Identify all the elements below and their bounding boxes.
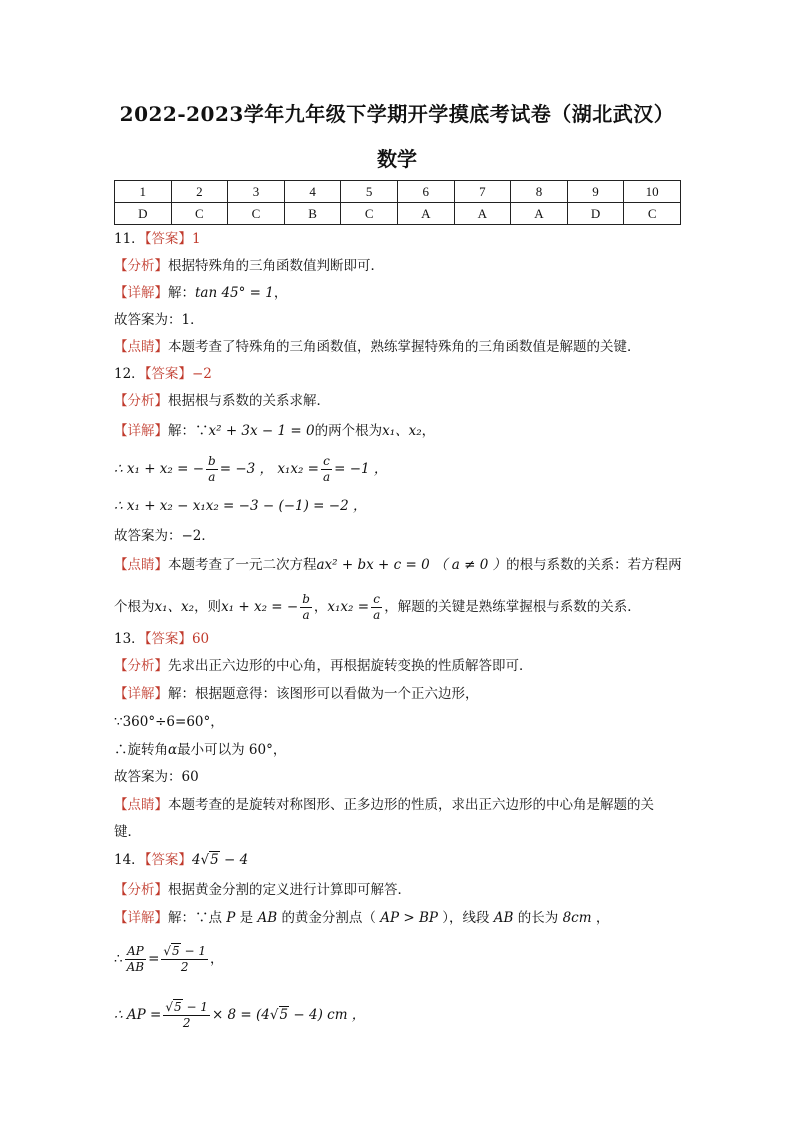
comment-tag: 【点睛】 — [114, 339, 168, 355]
math-expression: − 4) cm ， — [289, 1007, 366, 1023]
fraction-numerator: AP — [125, 944, 146, 960]
q12-comment-line-2 — [114, 592, 641, 623]
solution-text: 的两个根为 — [314, 423, 383, 439]
table-cell: D — [115, 203, 172, 225]
solution-tag: 【详解】 — [114, 910, 168, 926]
table-cell: 3 — [228, 181, 285, 203]
q13-solution-line-3 — [114, 741, 286, 759]
math-expression: x₁x₂ = — [277, 461, 319, 477]
math-expression: = −3 ， — [219, 461, 274, 477]
math-expression: ∴ AP = — [114, 1007, 162, 1023]
math-expression: − 1 — [182, 1000, 208, 1014]
table-cell: C — [341, 203, 398, 225]
fraction-denominator: AB — [126, 960, 145, 974]
q14-solution-line-3 — [114, 1000, 365, 1031]
solution-text: ），线段 — [442, 910, 490, 926]
comment-text: ， — [313, 599, 328, 615]
analysis-text: 先求出正六边形的中心角，再根据旋转变换的性质解答即可． — [168, 658, 533, 674]
fraction — [206, 454, 218, 485]
sqrt-symbol: √ — [165, 1000, 173, 1014]
fraction-numerator: b — [302, 592, 310, 606]
analysis-tag: 【分析】 — [114, 258, 168, 274]
comment-text: 本题考查了特殊角的三角函数值，熟练掌握特殊角的三角函数值是解题的关键． — [168, 339, 641, 355]
fraction-numerator — [163, 1000, 210, 1016]
sqrt-symbol: √ — [163, 944, 172, 958]
solution-text: ， — [421, 423, 436, 439]
table-cell: 7 — [454, 181, 511, 203]
analysis-text: 根据根与系数的关系求解． — [168, 393, 330, 409]
solution-tag: 【详解】 — [114, 423, 168, 439]
solution-text: 的长为 — [517, 910, 559, 926]
q14-solution-line-2 — [114, 944, 224, 975]
comment-text: ，解题的关键是熟练掌握根与系数的关系． — [384, 599, 641, 615]
fraction-denominator: 2 — [182, 1016, 191, 1030]
fraction — [125, 944, 146, 975]
comment-tag: 【点睛】 — [114, 797, 168, 813]
math-expression: AB — [253, 910, 282, 926]
math-expression: 5 — [173, 1000, 182, 1014]
q13-answer-line — [114, 630, 209, 648]
fraction — [371, 592, 382, 623]
fraction-denominator: a — [322, 470, 331, 484]
q13-comment-line-2: 键． — [114, 824, 141, 840]
fraction-numerator: b — [208, 454, 216, 468]
comment-text: ，则 — [194, 599, 222, 615]
math-expression: x₁、x₂ — [382, 423, 422, 439]
table-cell: 4 — [284, 181, 341, 203]
math-expression: 5 — [172, 944, 180, 958]
table-cell: D — [567, 203, 624, 225]
answer-value: −2 — [191, 366, 212, 382]
question-number: 14． — [114, 852, 145, 868]
fraction-numerator — [161, 944, 208, 960]
solution-text: 解：根据题意得：该图形可以看做为一个正六边形， — [168, 686, 479, 702]
comment-text: 本题考查的是旋转对称图形、正多边形的性质，求出正六边形的中心角是解题的关 — [168, 797, 654, 813]
sqrt-symbol: √ — [200, 852, 210, 868]
analysis-tag: 【分析】 — [114, 658, 168, 674]
math-expression: − 4 — [219, 852, 249, 868]
math-expression: − 1 — [180, 944, 207, 958]
q14-solution-line-1 — [114, 909, 609, 927]
fraction — [321, 454, 332, 485]
solution-text: ， — [210, 951, 224, 967]
math-expression: ax² + bx + c = 0 — [316, 557, 430, 573]
math-expression: 8cm — [558, 910, 596, 926]
math-expression: x₁x₂ = — [327, 599, 370, 615]
solution-text: 解： — [168, 285, 195, 301]
solution-text: ∴旋转角 — [114, 742, 168, 758]
analysis-text: 根据特殊角的三角函数值判断即可． — [168, 258, 384, 274]
answer-table-answer-row — [115, 203, 681, 225]
fraction-denominator: a — [373, 608, 381, 622]
sqrt-symbol: √ — [269, 1007, 279, 1023]
solution-text: ， — [273, 285, 288, 301]
answer-tag: 【答案】 — [144, 852, 192, 868]
table-cell: A — [511, 203, 568, 225]
q14-analysis-line — [114, 881, 411, 899]
table-cell: A — [454, 203, 511, 225]
math-expression: × 8 = (4 — [211, 1007, 270, 1023]
math-expression: x₁、x₂ — [154, 599, 195, 615]
table-cell: C — [171, 203, 228, 225]
answer-tag: 【答案】 — [144, 631, 192, 647]
fraction-denominator: a — [208, 470, 216, 484]
q13-comment-line-1 — [114, 796, 654, 814]
q13-solution-line-1 — [114, 685, 479, 703]
solution-text: 最小可以为 60°， — [177, 742, 287, 758]
solution-text: ∴ — [114, 951, 123, 967]
fraction-denominator: 2 — [180, 960, 189, 974]
solution-text: 解：∵ — [168, 423, 209, 439]
table-cell: 9 — [567, 181, 624, 203]
exam-title: 2022-2023学年九年级下学期开学摸底考试卷（湖北武汉） — [119, 102, 675, 126]
q12-solution-line-3 — [114, 497, 366, 515]
fraction — [163, 1000, 210, 1031]
question-number: 11． — [114, 231, 145, 247]
table-cell: A — [397, 203, 454, 225]
comment-text: 本题考查了一元二次方程 — [168, 557, 317, 573]
math-expression: x₁ + x₂ = − — [221, 599, 299, 615]
solution-text: 是 — [239, 910, 254, 926]
math-expression: 4 — [191, 852, 201, 868]
analysis-tag: 【分析】 — [114, 882, 168, 898]
table-cell: 1 — [115, 181, 172, 203]
analysis-tag: 【分析】 — [114, 393, 168, 409]
table-cell: 6 — [397, 181, 454, 203]
table-cell: 8 — [511, 181, 568, 203]
math-expression: ∴ x₁ + x₂ = − — [114, 461, 205, 477]
q12-comment-line-1 — [114, 556, 682, 574]
math-expression: P — [222, 910, 240, 926]
table-cell: 10 — [624, 181, 681, 203]
answer-table-number-row — [115, 181, 681, 203]
math-expression: （ a ≠ 0 ） — [433, 557, 507, 573]
answer-tag: 【答案】 — [144, 366, 192, 382]
math-expression: 5 — [210, 852, 219, 868]
math-expression: ∴ x₁ + x₂ − x₁x₂ = −3 − (−1) = −2 ， — [114, 498, 367, 514]
q12-solution-line-1 — [114, 422, 435, 440]
q13-solution-line-2: ∵360°÷6=60°， — [114, 714, 224, 730]
answer-tag: 【答案】 — [144, 231, 192, 247]
answer-table — [114, 180, 681, 225]
fraction-numerator: c — [321, 454, 332, 470]
math-expression: AP > BP — [375, 910, 443, 926]
q12-solution-line-2 — [114, 454, 387, 485]
math-expression: = — [148, 951, 160, 967]
comment-text: 的根与系数的关系：若方程两 — [506, 557, 682, 573]
math-expression: α — [168, 742, 178, 758]
q11-answer-line — [114, 230, 201, 248]
question-number: 12． — [114, 366, 145, 382]
solution-tag: 【详解】 — [114, 686, 168, 702]
q13-final-line: 故答案为：60 — [114, 769, 199, 785]
exam-subject: 数学 — [377, 147, 417, 171]
q12-analysis-line — [114, 392, 330, 410]
table-cell: 2 — [171, 181, 228, 203]
math-expression: AB — [489, 910, 518, 926]
q11-analysis-line — [114, 257, 384, 275]
fraction — [161, 944, 208, 975]
solution-tag: 【详解】 — [114, 285, 168, 301]
math-expression: 5 — [279, 1007, 289, 1023]
solution-text: ， — [595, 910, 610, 926]
fraction-denominator: a — [302, 608, 310, 622]
table-cell: 5 — [341, 181, 398, 203]
q14-answer-line — [114, 851, 248, 869]
table-cell: C — [624, 203, 681, 225]
fraction-numerator: c — [371, 592, 382, 608]
math-expression: tan 45° = 1 — [195, 285, 274, 301]
q11-solution-line — [114, 284, 287, 302]
comment-text: 个根为 — [114, 599, 155, 615]
comment-tag: 【点睛】 — [114, 557, 168, 573]
fraction — [300, 592, 312, 623]
q11-final-line: 故答案为：1． — [114, 312, 204, 328]
q13-analysis-line — [114, 657, 533, 675]
table-cell: C — [228, 203, 285, 225]
question-number: 13． — [114, 631, 145, 647]
answer-value: 1 — [191, 231, 201, 247]
solution-text: 的黄金分割点（ — [281, 910, 376, 926]
math-expression: x² + 3x − 1 = 0 — [208, 423, 315, 439]
math-expression: = −1 ， — [334, 461, 388, 477]
q12-final-line: 故答案为：−2． — [114, 528, 215, 544]
analysis-text: 根据黄金分割的定义进行计算即可解答． — [168, 882, 411, 898]
table-cell: B — [284, 203, 341, 225]
q12-answer-line — [114, 365, 212, 383]
q11-comment-line — [114, 338, 641, 356]
answer-value: 60 — [191, 631, 210, 647]
solution-text: 解：∵点 — [168, 910, 222, 926]
